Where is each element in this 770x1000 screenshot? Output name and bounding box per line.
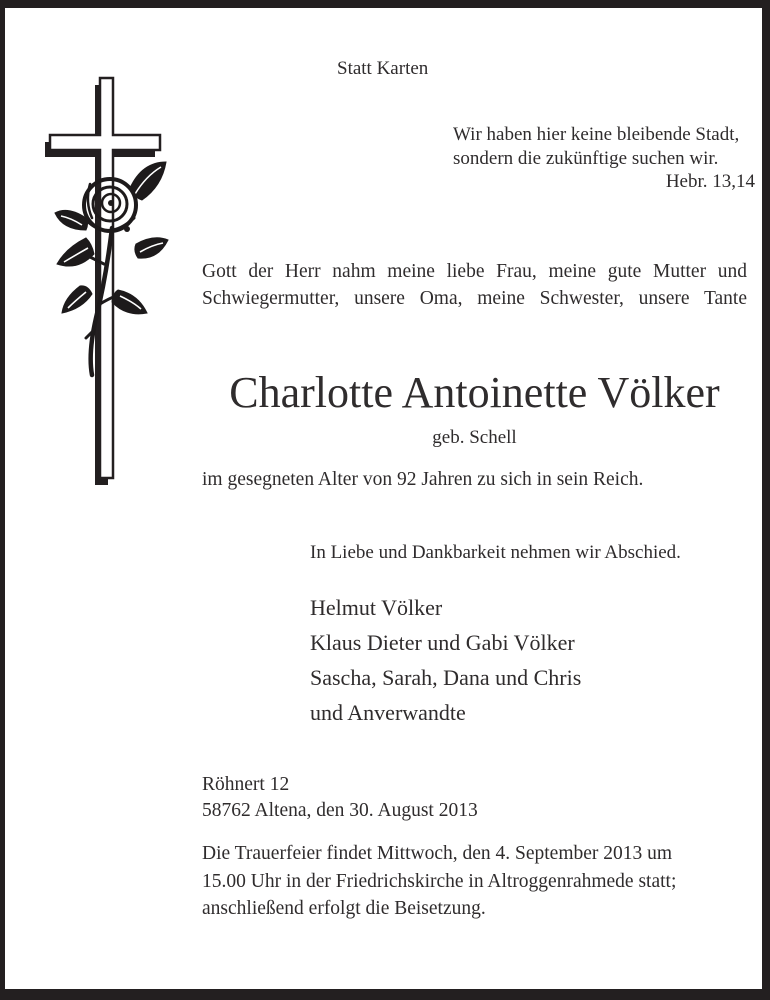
frame-border-left — [0, 0, 5, 1000]
scripture-line: Wir haben hier keine bleibende Stadt, — [453, 124, 740, 145]
mourner-line: Klaus Dieter und Gabi Völker — [310, 630, 575, 655]
frame-border-right — [762, 0, 770, 1000]
mourner-line: und Anverwandte — [310, 700, 466, 725]
address-city-date: 58762 Altena, den 30. August 2013 — [202, 800, 478, 821]
intro-line: Gott der Herr nahm meine liebe Frau, meine gute Mutter und — [202, 261, 747, 282]
address-street: Röhnert 12 — [202, 774, 290, 795]
age-line: im gesegneten Alter von 92 Jahren zu sich in sein Reich. — [202, 469, 644, 490]
funeral-line: Die Trauerfeier findet Mittwoch, den 4. September 2013 um — [202, 843, 673, 864]
funeral-line: anschließend erfolgt die Beisetzung. — [202, 898, 486, 919]
scripture-line: sondern die zukünftige suchen wir. — [453, 147, 719, 169]
scripture-quote — [453, 123, 755, 194]
deceased-name: Charlotte Antoinette Völker — [229, 368, 720, 417]
maiden-name: geb. Schell — [432, 427, 517, 448]
funeral-info — [202, 840, 762, 923]
scripture-reference: Hebr. 13,14 — [665, 171, 755, 192]
mourner-line: Helmut Völker — [310, 595, 443, 620]
intro-line: Schwiegermutter, unsere Oma, meine Schwester, unsere Tante — [202, 288, 747, 309]
header-statt-karten: Statt Karten — [337, 58, 429, 79]
farewell-line: In Liebe und Dankbarkeit nehmen wir Abschied. — [310, 542, 681, 563]
intro-paragraph — [202, 258, 747, 312]
mourner-line: Sascha, Sarah, Dana und Chris — [310, 665, 582, 690]
cross-and-rose-illustration — [42, 68, 170, 488]
frame-border-top — [0, 0, 770, 8]
frame-border-bottom — [0, 989, 770, 1000]
mourners-list — [310, 590, 581, 730]
funeral-line: 15.00 Uhr in der Friedrichskirche in Altroggenrahmede statt; — [202, 870, 677, 892]
address-block — [202, 772, 478, 824]
